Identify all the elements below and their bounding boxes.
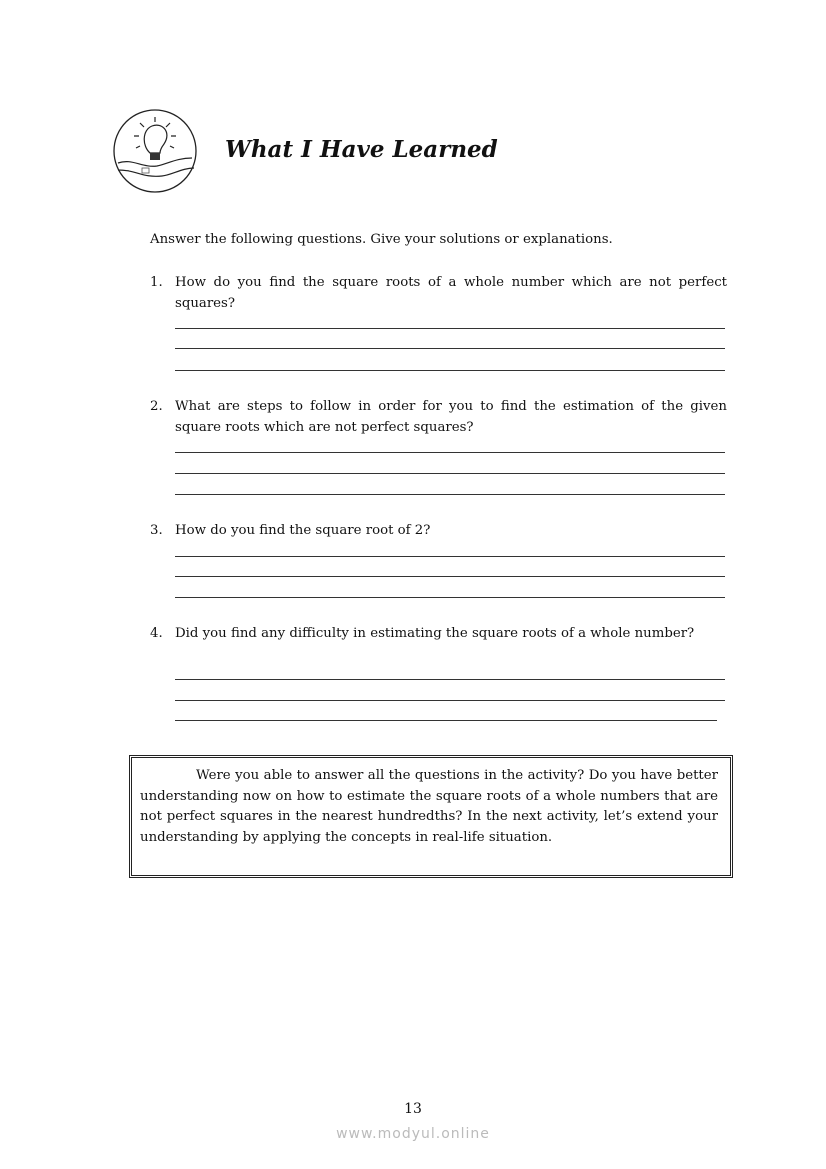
answer-line[interactable] [175, 494, 725, 495]
reflection-text [140, 766, 718, 848]
reflection-body: Were you able to answer all the questions in the activity? Do you have better understanding now on how to estimate the square roots of a whole numbers that are not perfect squares in the nearest hundredths? In the next activity, let’s extend your understanding by applying the concepts in real-life situation. [140, 768, 718, 845]
answer-line[interactable] [175, 348, 725, 349]
question-number: 3. [150, 523, 163, 538]
answer-line[interactable] [175, 328, 725, 329]
question-3 [150, 520, 727, 541]
answer-line[interactable] [175, 556, 725, 557]
answer-line[interactable] [175, 370, 725, 371]
question-number: 4. [150, 626, 163, 641]
section-title: What I Have Learned [225, 136, 498, 163]
question-text: Did you find any difficulty in estimating the square roots of a whole number? [175, 626, 695, 641]
answer-line[interactable] [175, 452, 725, 453]
question-number: 1. [150, 275, 163, 290]
question-text: What are steps to follow in order for you to find the estimation of the given square roots which are not perfect squares? [175, 399, 727, 435]
answer-line[interactable] [175, 597, 725, 598]
question-1 [150, 272, 727, 314]
question-text: How do you find the square roots of a whole number which are not perfect squares? [175, 275, 727, 311]
answer-line[interactable] [175, 700, 725, 701]
question-number: 2. [150, 399, 163, 414]
answer-line[interactable] [175, 473, 725, 474]
page-number: 13 [404, 1101, 422, 1117]
answer-line[interactable] [175, 679, 725, 680]
lightbulb-hand-icon [112, 108, 198, 194]
question-4 [150, 623, 727, 644]
question-2 [150, 396, 727, 438]
answer-line[interactable] [175, 576, 725, 577]
instructions: Answer the following questions. Give your solutions or explanations. [150, 232, 613, 247]
answer-line[interactable] [175, 720, 717, 721]
reflection-box [129, 755, 733, 878]
question-text: How do you find the square root of 2? [175, 523, 431, 538]
watermark: www.modyul.online [336, 1126, 490, 1142]
